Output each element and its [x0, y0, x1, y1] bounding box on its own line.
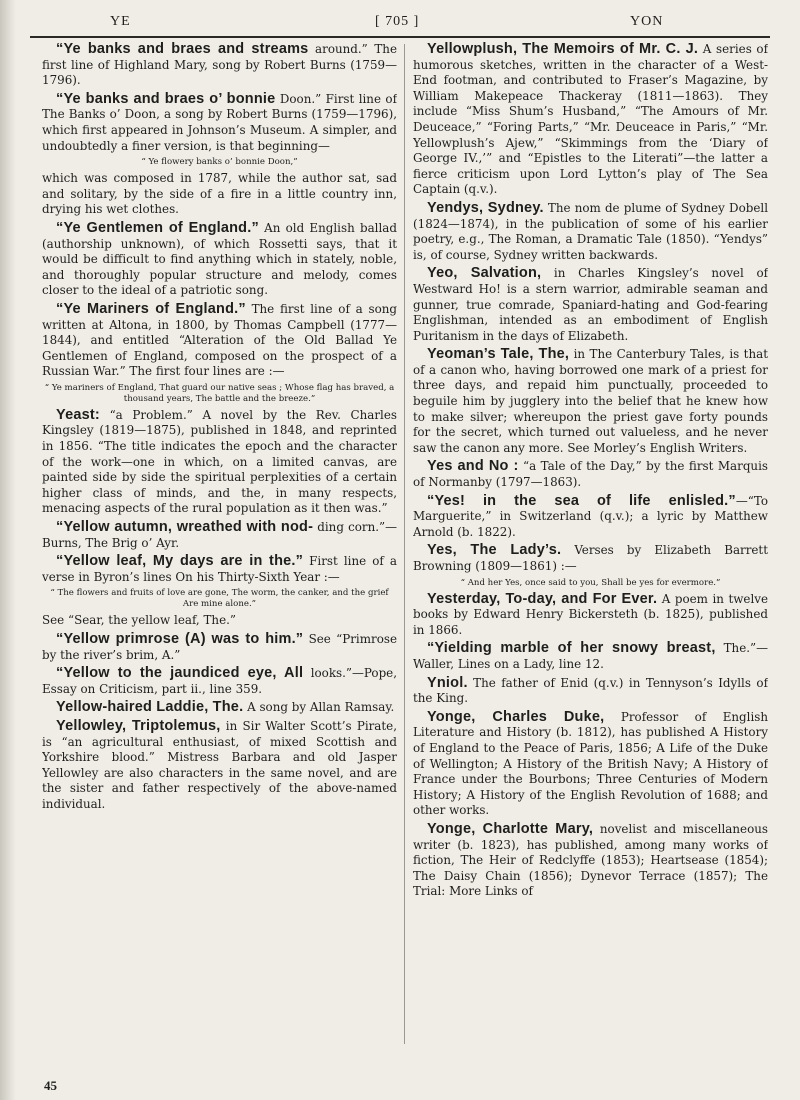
dictionary-entry: [42, 302, 397, 380]
entry-text: in Sir Walter Scott’s Pirate, is “an agricultural enthusiast, of mixed Scottish and Yorkshire blood.” Mistress Barbara and old Jasper Yellowley are also characters in the same novel, and are the sister and father respectively of the above-named individual.: [42, 718, 397, 811]
entry-headword: “Yellow primrose (A) was to him.”: [56, 631, 304, 647]
entry-text: The.”—Waller, Lines on a Lady, line 12.: [413, 641, 768, 671]
dictionary-entry: [413, 201, 768, 263]
entry-headword: Yellowley, Triptolemus,: [56, 717, 221, 734]
entry-text: in The Canterbury Tales, is that of a canon who, having borrowed one mark of a priest for three days, and repaid him punctually, proceeded to beguile him by jugglery into the belief that he knew how to make silver; whereupon the priest gave forty pounds for the secret, which turned out valueless, and he never saw the canon any more. See Morley’s English Writers.: [413, 347, 768, 455]
entry-headword: “Yellow autumn, wreathed with nod-: [56, 519, 314, 536]
dictionary-entry: [413, 543, 768, 574]
entry-quotation: “ The flowers and fruits of love are gone, The worm, the canker, and the grief Are mine alone.”: [50, 588, 389, 610]
entry-headword: Yeast:: [56, 406, 100, 423]
dictionary-entry: [42, 221, 397, 299]
entry-headword: Yesterday, To-day, and For Ever.: [427, 590, 658, 607]
entry-headword: Yellowplush, The Memoirs of Mr. C. J.: [427, 42, 699, 57]
entry-headword: “Ye Gentlemen of England.”: [56, 219, 259, 236]
signature-number: 45: [44, 1078, 57, 1093]
entry-text: The first line of a song written at Altona, in 1800, by Thomas Campbell (1777—1844), and entitled “Alteration of the Old Ballad Ye Gentlemen of England, composed on the prospect of a Russian War.” The first four lines are :—: [42, 301, 397, 379]
dictionary-entry: [413, 641, 768, 672]
entry-text: The father of Enid (q.v.) in Tennyson’s Idylls of the King.: [413, 675, 768, 706]
entry-headword: “Yielding marble of her snowy breast,: [427, 640, 716, 657]
entry-text: ding corn.”—Burns, The Brig o’ Ayr.: [42, 520, 397, 550]
dictionary-entry: [413, 592, 768, 639]
dictionary-entry: [413, 676, 768, 707]
entry-headword: Yeo, Salvation,: [427, 265, 542, 282]
entry-headword: Yniol.: [427, 674, 468, 691]
entry-text: —“To Marguerite,” in Switzerland (q.v.); a lyric by Matthew Arnold (b. 1822).: [413, 493, 768, 539]
header-left-guideword: YE: [110, 14, 131, 29]
dictionary-entry: [42, 520, 397, 551]
entry-headword: Yonge, Charlotte Mary,: [427, 820, 594, 837]
entry-headword: “Yellow leaf, My days are in the.”: [56, 553, 304, 570]
entry-headword: “Yellow to the jaundiced eye, All: [56, 665, 304, 682]
entry-text: See “Primrose by the river’s brim, A.”: [42, 632, 397, 662]
entry-text: “a Problem.” A novel by the Rev. Charles Kingsley (1819—1875), published in 1848, and reprinted in 1856. “The title indicates the epoch and the character of the work—one in which, on a limited canvas, are painted side by side the spiritual perplexities of a certain higher class of minds, and the, in many respects, menacing aspects of the rural population as it then was.”: [42, 407, 397, 516]
dictionary-entry: [413, 347, 768, 456]
entry-text: Professor of English Literature and History (b. 1812), has published A History of England to the Peace of Paris, 1856; A Life of the Duke of Wellington; A History of the British Navy; A History of France under the Bourbons; Three Centuries of Modern History; A History of the English Revolution of 1688; and other works.: [413, 709, 768, 818]
entry-quotation: “ And her Yes, once said to you, Shall be yes for evermore.”: [460, 577, 721, 588]
dictionary-entry: [42, 632, 397, 663]
entry-headword: Yes, The Lady’s.: [427, 542, 562, 559]
dictionary-entry: [42, 408, 397, 517]
dictionary-entry: [42, 666, 397, 697]
entry-text: First line of a verse in Byron’s lines On his Thirty-Sixth Year :—: [42, 554, 397, 584]
entry-headword: Yes and No :: [427, 458, 519, 475]
entry-text: novelist and miscellaneous writer (b. 1823), has published, among many works of fiction, The Heir of Redclyffe (1853); Heartsease (1854); The Daisy Chain (1856); Dynevor Terrace (1857); The Trial: More Links of: [413, 821, 768, 899]
dictionary-entry: [413, 266, 768, 344]
dictionary-entry: [413, 822, 768, 900]
dictionary-entry: [413, 459, 768, 490]
dictionary-entry: [42, 554, 397, 585]
entry-text: A series of humorous sketches, written in the character of a West-End footman, and contributed to Fraser’s Magazine, by William Makepeace Thackeray (1811—1863). They include “Miss Shum’s Husband,” “The Amours of Mr. Deuceace,” “Foring Parts,” “Mr. Deuceace in Paris,” “Mr. Yellowplush’s Ajew,” “Skimmings from the ‘Diary of George IV.,’” and “Epistles to the Literati”—the latter a fierce criticism upon Lord Lytton’s play of The Sea Captain (q.v.).: [413, 42, 768, 197]
entry-continuation: See “Sear, the yellow leaf, The.”: [42, 613, 236, 628]
header-page-marker: [ 705 ]: [375, 14, 420, 29]
entry-quotation: “ Ye flowery banks o’ bonnie Doon,”: [141, 157, 298, 168]
entry-headword: “Yes! in the sea of life enlisled.”: [427, 492, 736, 509]
entry-text: in Charles Kingsley’s novel of Westward Ho! is a stern warrior, admirable seaman and gunner, true comrade, Spaniard-hating and God-fearing Englishman, intended as an embodiment of English Puritanism in the days of Elizabeth.: [413, 266, 768, 343]
dictionary-entry: [42, 700, 397, 716]
entry-text: Doon.” First line of The Banks o’ Doon, a song by Robert Burns (1759—1796), which first appeared in Johnson’s Museum. A simpler, and undoubtedly a finer version, is that beginning—: [42, 91, 397, 153]
entry-text: The nom de plume of Sydney Dobell (1824—1874), in the publication of some of his earlier poetry, e.g., The Roman, a Dramatic Tale (1850). “Yendys” is, of course, Sydney written backwards.: [413, 200, 768, 262]
entry-text: A poem in twelve books by Edward Henry Bickersteth (b. 1825), published in 1866.: [413, 591, 768, 637]
dictionary-entry: [413, 494, 768, 541]
entry-headword: Yellow-haired Laddie, The.: [56, 699, 244, 716]
dictionary-entry: [413, 42, 768, 198]
book-spine-shadow: [0, 0, 16, 1100]
entry-headword: Yonge, Charles Duke,: [427, 708, 605, 725]
left-column: [42, 42, 397, 1082]
column-divider: [404, 44, 405, 1044]
entry-quotation: “ Ye mariners of England, That guard our native seas ; Whose flag has braved, a thousand years, The battle and the breeze.”: [44, 382, 395, 404]
right-column: [413, 42, 768, 1082]
header-right-guideword: YON: [630, 14, 664, 29]
entry-text: around.” The first line of Highland Mary, song by Robert Burns (1759—1796).: [42, 42, 397, 88]
entry-text: looks.”—Pope, Essay on Criticism, part ii., line 359.: [42, 666, 397, 696]
entry-text: Verses by Elizabeth Barrett Browning (1809—1861) :—: [413, 543, 768, 573]
entry-headword: Yendys, Sydney.: [427, 199, 544, 216]
dictionary-entry: [42, 92, 397, 154]
entry-text: “a Tale of the Day,” by the first Marquis of Normanby (1797—1863).: [413, 459, 768, 490]
dictionary-entry: [413, 710, 768, 819]
running-header: [30, 8, 770, 38]
entry-headword: “Ye banks and braes o’ bonnie: [56, 90, 276, 107]
entry-text: A song by Allan Ramsay.: [243, 700, 395, 715]
entry-headword: “Ye banks and braes and streams: [56, 42, 309, 57]
dictionary-entry: [42, 42, 397, 89]
entry-headword: “Ye Mariners of England.”: [56, 300, 246, 317]
entry-text: An old English ballad (authorship unknown), of which Rossetti says, that it would be difficult to find anything which in stately, noble, and thoroughly popular structure and melody, comes closer to the ideal of a patriotic song.: [42, 220, 397, 298]
dictionary-entry: [42, 719, 397, 813]
entry-continuation: which was composed in 1787, while the author sat, sad and solitary, by the side of a fire in a little country inn, drying his wet clothes.: [42, 171, 397, 217]
entry-headword: Yeoman’s Tale, The,: [427, 346, 570, 363]
